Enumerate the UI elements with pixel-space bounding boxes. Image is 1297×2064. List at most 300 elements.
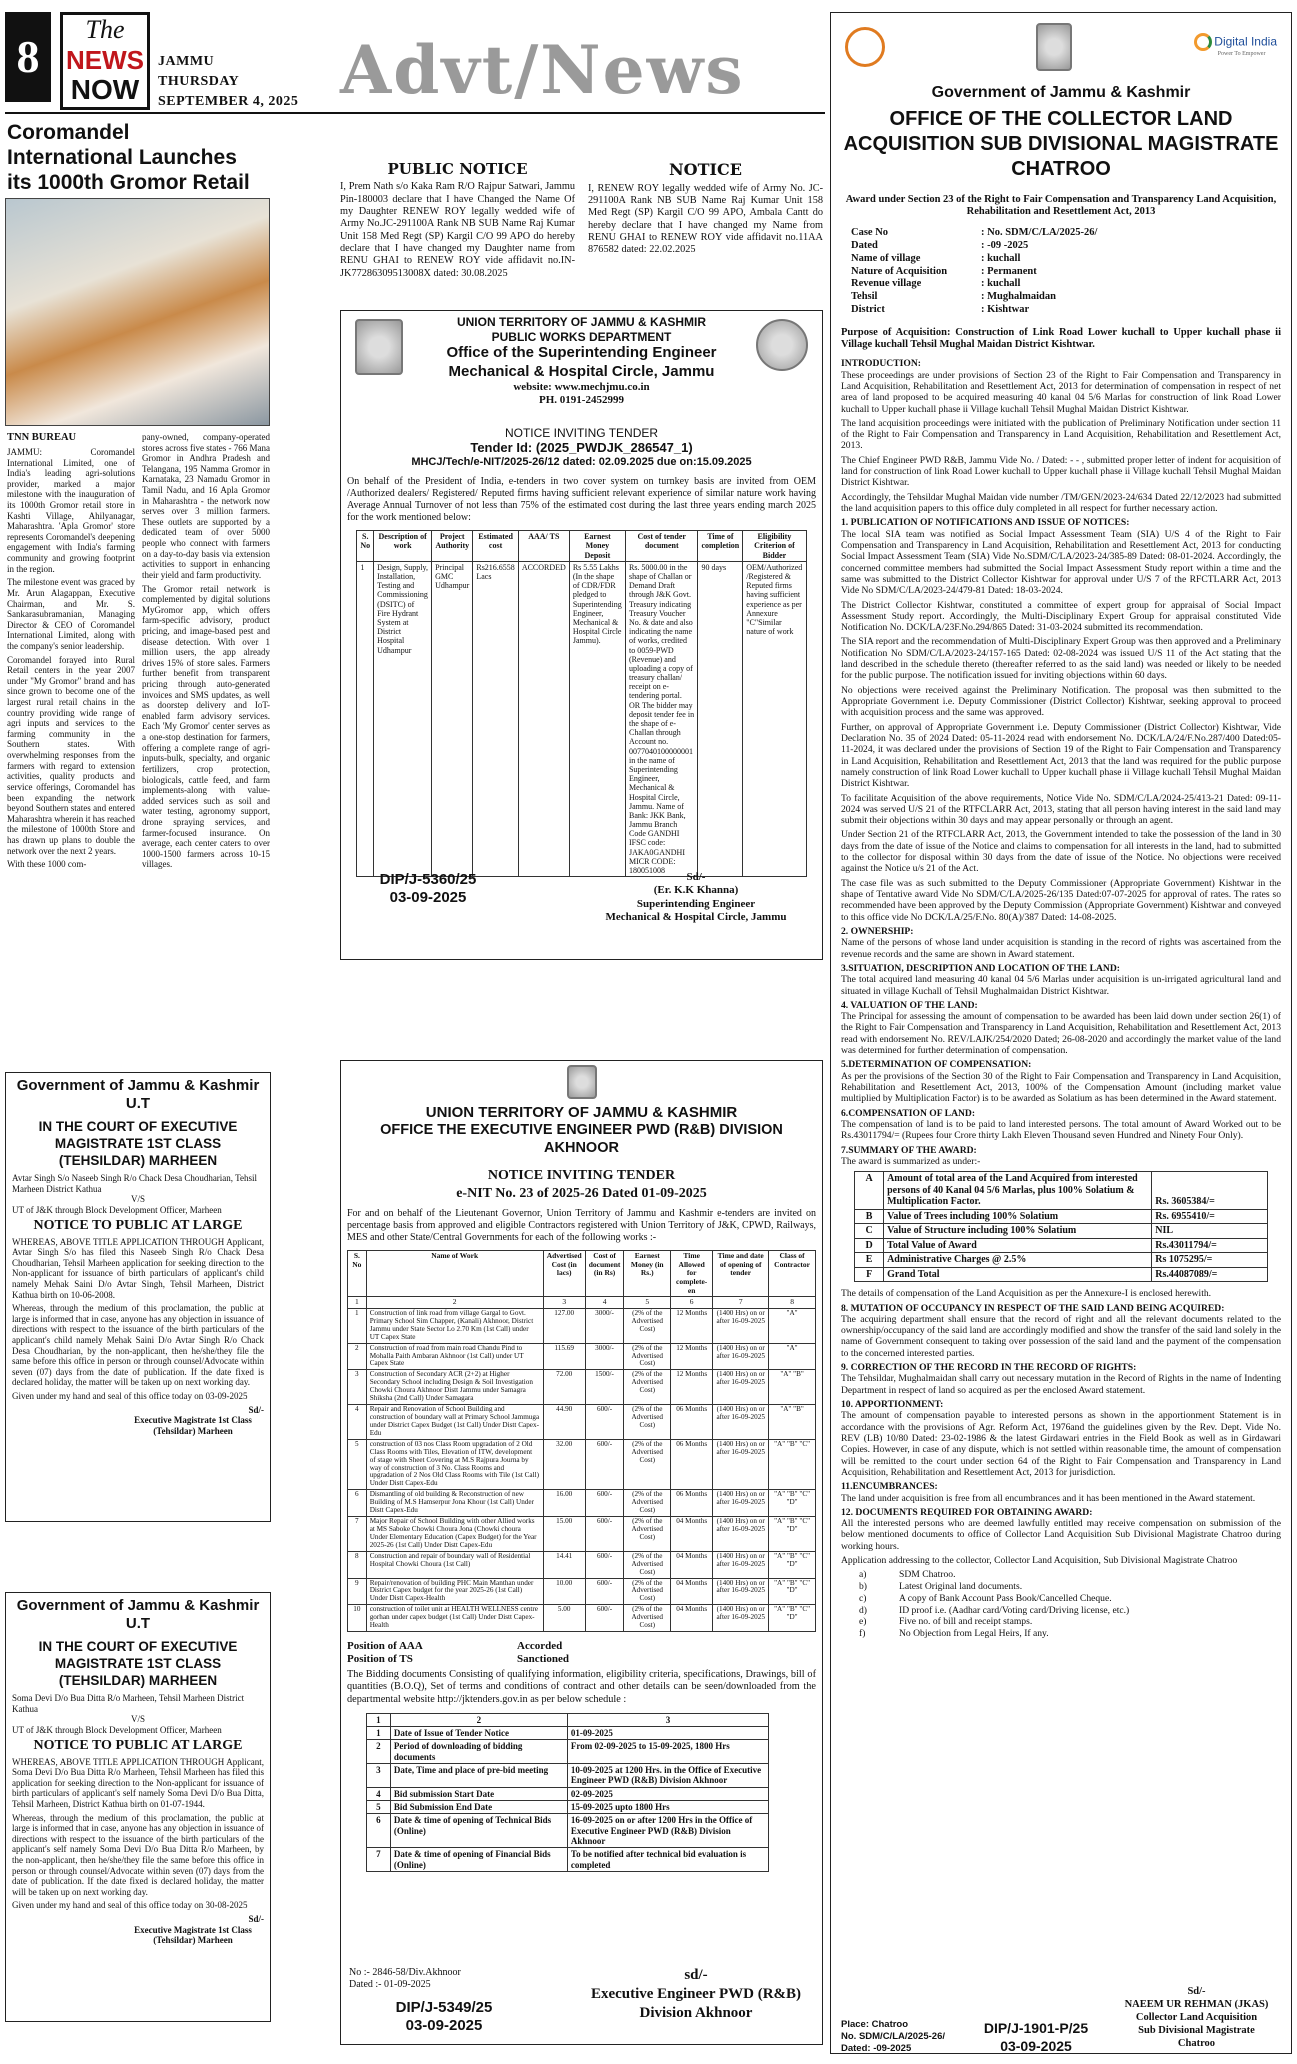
akhnoor-cell: 600/- <box>585 1405 624 1440</box>
detail-value: : Permanent <box>981 265 1037 277</box>
schedule-cell: 1 <box>366 1726 390 1739</box>
akhnoor-cell: construction of 03 nos Class Room upgradation of 2 Old Class Rooms with Tiles, Elevation of ITW, development of stage with Sheet Covering at M.S Rajpura Journa by way of construction of 3 No. Class Rooms and upgradation of 2 Nos Old Class Rooms with Tile (1st Call) Under Distt Capex-Edu <box>366 1439 543 1490</box>
pwd-cell: ACCORDED <box>518 561 569 876</box>
summary-cell: C <box>855 1224 884 1239</box>
akhnoor-cell: 7 <box>348 1517 367 1552</box>
pwd-header-cell: Project Authority <box>432 531 473 562</box>
marheen2-body2: Whereas, through the medium of this proclamation, the public at large is informed that in case, anyone has any objection in issuance of directions with respect to the issuance of the birth particulars of the applicant's self namely Soma Devi D/o Bua Ditta R/o Marheen, by the non-applicant, then he/she/they file the same before this office in person or through counsel/Advocate within seven (07) days from the date of publication. If the date fixed is declared holiday, the matter will be taken up on next working day. <box>12 1812 264 1897</box>
s2-p: Name of the persons of whose land under acquisition is standing in the record of rights was ascertained from the revenue records and the same are shown in Award statement. <box>841 937 1281 960</box>
schedule-cell: Bid Submission End Date <box>390 1800 567 1813</box>
akhnoor-cell: 14.41 <box>543 1551 585 1578</box>
akhnoor-sd: sd/- <box>684 1967 708 1983</box>
table-row <box>366 1763 768 1787</box>
public-notice-body: I, Prem Nath s/o Kaka Ram R/O Rajpur Satwari, Jammu Pin-180003 declare that I have Changed the Name Of my Daughter RENEW ROY legally wedded wife of Army No.JC-291100A Rank NB SUB Name Raj Kumar Unit 158 Med Regt (SP) Kargil C/O 99 APO do hereby declare that I have changed my Daughter name from RENU GHAI to RENEW ROY vide affidavit no.IN-JK77286309513008X dated: 30.08.2025 <box>340 181 575 279</box>
table-row <box>366 1814 768 1848</box>
table-row <box>348 1551 816 1578</box>
pwd-intro: On behalf of the President of India, e-tenders in two cover system on turnkey basis are invited from OEM /Authorized dealers/ Registered/ Reputed firms having sufficient relevant experience of similar nature work having Average Annual Turnover of not less than 75% of the estimated cost during the last three years ending march 2025 for the work mentioned below: <box>347 475 816 524</box>
akhnoor-cell: Construction and repair of boundary wall of Residential Hospital Chowki Choura (1st Call) <box>366 1551 543 1578</box>
summary-cell: B <box>855 1209 884 1224</box>
summary-cell: Rs.44087089/= <box>1152 1267 1268 1282</box>
list-item-text: No Objection from Legal Heirs, If any. <box>899 1627 1049 1639</box>
s1-p1: The local SIA team was notified as Social Impact Assessment Team (SIA) U/S 4 of the Right to Fair Compensation and Transparency in Land Acquisition, Rehabilitation and Resettlement Act, 2013 for conducting Social Impact Assessment Team (SIA) Vide No.SDM/C/LA/2023-24/385-89 Dated: 08-01-2024. Accordingly, the concerned committee members had submitted the Social Impact Assessment Study report within a time and the same was submitted to the District Collector Kishtwar for approval under U/S 7 of the RFCTLARR Act, 2013 Vide No SDM/C/LA/2023-24/479-81 Dated: 18-03-2024. <box>841 528 1281 597</box>
akhnoor-cell: (2% of the Advertised Cost) <box>624 1308 671 1343</box>
table-row <box>348 1405 816 1440</box>
akhnoor-cell: 04 Months <box>671 1551 713 1578</box>
pwd-cell: 1 <box>357 561 374 876</box>
digital-india-text: Digital India <box>1214 34 1277 49</box>
akhnoor-cell: 12 Months <box>671 1370 713 1405</box>
table-row <box>366 1800 768 1813</box>
logo-the: The <box>85 15 125 44</box>
s12-heading: 12. DOCUMENTS REQUIRED FOR OBTAINING AWARD: <box>841 1506 1093 1518</box>
akhnoor-cell: "A" "B" "C" "D" <box>769 1551 816 1578</box>
pwd-cell: Rs 5.55 Lakhs (In the shape of CDR/FDR pledged to Superintending Engineer, Mechanical & Hospital Circle Jammu). <box>569 561 625 876</box>
masthead-rule <box>5 112 825 114</box>
table-row <box>348 1490 816 1517</box>
pwd-header-cell: Description of work <box>374 531 432 562</box>
akhnoor-cell: (1400 Hrs) on or after 16-09-2025 <box>713 1578 769 1605</box>
list-item <box>859 1605 1281 1617</box>
s1-heading: 1. PUBLICATION OF NOTIFICATIONS AND ISSUE OF NOTICES: <box>841 517 1130 529</box>
s7-heading: 7.SUMMARY OF THE AWARD: <box>841 1144 977 1156</box>
marheen1-gov: Government of Jammu & Kashmir U.T <box>16 1077 260 1112</box>
public-notice <box>340 160 575 310</box>
pwd-header-cell: Cost of tender document <box>625 531 697 562</box>
akhnoor-cell: 04 Months <box>671 1605 713 1632</box>
akhnoor-cell: 72.00 <box>543 1370 585 1405</box>
table-row <box>855 1238 1268 1253</box>
detail-label: Name of village <box>851 252 921 264</box>
notice-title: NOTICE <box>669 160 742 179</box>
detail-label: Revenue village <box>851 278 922 290</box>
marheen2-court: IN THE COURT OF EXECUTIVE MAGISTRATE 1ST CLASS (TEHSILDAR) MARHEEN <box>38 1639 238 1688</box>
list-item-marker: b) <box>859 1581 867 1593</box>
akhnoor-cell: (2% of the Advertised Cost) <box>624 1490 671 1517</box>
coromandel-col1 <box>7 447 135 873</box>
schedule-cell: 6 <box>366 1814 390 1848</box>
akhnoor-dip: DIP/J-5349/25 <box>395 1999 493 2016</box>
summary-cell: Value of Structure including 100% Solatium <box>884 1224 1152 1239</box>
akhnoor-cell: Dismantling of old building & Reconstruction of new Building of M.S Hamserpur Jona Khour (1st Call) Under Distt Capex-Edu <box>366 1490 543 1517</box>
pwd-l3: Office of the Superintending Engineer <box>446 344 717 362</box>
akhnoor-header-cell: Name of Work <box>366 1251 543 1297</box>
akhnoor-number-row <box>348 1297 816 1309</box>
aaa-value: Accorded <box>517 1640 563 1653</box>
akhnoor-dip-date: 03-09-2025 <box>405 2017 483 2035</box>
notice-body: I, RENEW ROY legally wedded wife of Army No. JC-291100A Rank NB SUB Name Raj Kumar Unit 158 Med Regt (SP) Kargil C/O 99 APO, Ambala Cantt do hereby declare that I have changed my Name from RENU GHAI to RENEW ROY vide affidavit no.11AA 876582 dated: 22.02.2025 <box>588 182 823 256</box>
pwd-signer3: Mechanical & Hospital Circle, Jammu <box>605 911 787 924</box>
pwd-header-cell: Time of completion <box>698 531 743 562</box>
s1-p2: The District Collector Kishtwar, constituted a committee of expert group for appraisal of Social Impact Assessment Study report. Accordingly, the Multi-Disciplinary Expert Group for appraisal constituted Vide Notification No. DCK/LA/23F.No.294/865 Dated: 31-03-2024 submitted its recommendation. <box>841 599 1281 634</box>
coromandel-p5: pany-owned, company-operated stores across five states - 766 Mana Gromor in Andhra Pradesh and Telangana, 195 Namma Gromor in Karnataka, 23 Namadu Gromor in Tamil Nadu, and 16 Apla Gromor in Maharashtra - the network now serves over 3 million farmers. These outlets are supported by a dedicated team of over 5000 people who connect with farmers on a day-to-day basis via extension activities to support in enhancing their yield and farm productivity. <box>142 432 270 580</box>
pwd-seal-icon <box>756 319 808 371</box>
akhnoor-header-cell: Cost of document (in Rs) <box>585 1251 624 1297</box>
table-row <box>357 561 806 876</box>
akhnoor-cell: (2% of the Advertised Cost) <box>624 1343 671 1370</box>
s12-p2: Application addressing to the collector, Collector Land Acquisition, Sub Divisional Magistrate Chatroo <box>841 1555 1238 1567</box>
akhnoor-cell: (2% of the Advertised Cost) <box>624 1517 671 1552</box>
pwd-ref: MHCJ/Tech/e-NIT/2025-26/12 dated: 02.09.2025 due on:15.09.2025 <box>411 456 752 469</box>
list-item <box>859 1616 1281 1628</box>
akhnoor-header-cell: S. No <box>348 1251 367 1297</box>
newspaper-logo <box>60 12 150 110</box>
list-item-text: ID proof i.e. (Aadhar card/Voting card/Driving license, etc.) <box>899 1604 1130 1616</box>
pwd-tender-id: Tender Id: (2025_PWDJK_286547_1) <box>470 440 693 456</box>
intro-p4: Accordingly, the Tehsildar Mughal Maidan vide number /TM/GEN/2023-24/634 Dated 22/12/2023 had submitted the land acquisition papers to this office duly completed in all respect for further necessary action. <box>841 491 1281 515</box>
pwd-header-cell: AAA/ TS <box>518 531 569 562</box>
akhnoor-cell: 3000/- <box>585 1343 624 1370</box>
summary-cell: Rs. 3605384/= <box>1152 1172 1268 1210</box>
pwd-cell: Rs. 5000.00 in the shape of Challan or Demand Draft through J&K Govt. Treasury indicating Treasury Voucher No. & date and also indicating the name of works, credited to 0059-PWD (Revenue) and uploading a copy of treasury challan/ receipt on e-tendering portal. OR The bidder may deposit tender fee in the shape of e-Challan through Account no. 0077040100000001 in the name of Superintending Engineer, Mechanical & Hospital Circle, Jammu. Name of Bank: JKK Bank, Jammu Branch Code GANDHI IFSC code: JAKA0GANDHI MICR CODE: 180051008 <box>625 561 697 876</box>
schedule-cell: 7 <box>366 1848 390 1872</box>
akhnoor-number-cell: 6 <box>671 1297 713 1309</box>
marheen2-vs: V/S <box>130 1714 145 1725</box>
logo-news: NEWS <box>66 45 144 75</box>
s2-heading: 2. OWNERSHIP: <box>841 925 914 937</box>
s5-p: As per the provisions of the Section 30 of the Right to Fair Compensation and Transparency in Land Acquisition, Rehabilitation and Resettlement Act, 2013, 100% of the Compensation Amount (including market value multiplied by Multiplication Factor) is to be awarded as Solatium as has been determined in the Award statement. <box>841 1070 1281 1105</box>
detail-row <box>851 291 1281 304</box>
pwd-dip: DIP/J-5360/25 <box>379 871 477 888</box>
list-item-marker: f) <box>859 1627 866 1639</box>
akhnoor-header-cell: Time and date of opening of tender <box>713 1251 769 1297</box>
akhnoor-enit: e-NIT No. 23 of 2025-26 Dated 01-09-2025 <box>456 1185 707 1201</box>
s11-heading: 11.ENCUMBRANCES: <box>841 1481 938 1493</box>
coromandel-p3: Coromandel forayed into Rural Retail centers in the year 2007 under "My Gromor" brand and has since grown to become one of the largest rural retail chains in the country providing wide range of agri inputs and services to the farming community in the Southern states. With overwhelming responses from the farmers with regard to extension activities, quality products and service offerings, Coromandel has been expanding the network beyond Southern states and entered Maharashtra wherein it has reached the milestone of 1000th Store and has drawn up plans to double the network over the next 2 years. <box>7 654 135 856</box>
pwd-cell: Principal GMC Udhampur <box>432 561 473 876</box>
akhnoor-cell: 3000/- <box>585 1308 624 1343</box>
marheen2-sd: Sd/- <box>248 1914 264 1925</box>
marheen1-body: WHEREAS, ABOVE TITLE APPLICATION THROUGH Applicant, Avtar Singh S/o has filed this Naseeb Singh R/o Chack Desa Choudharian, Tehsil Marheen application for seeking direction to the Non-applicant for issuance of birth particulars of applicant's child namely Mehak Saini D/o Avtar Singh, Tehsil Marheen, District Kathua birth on 10-06-2008. <box>12 1236 264 1300</box>
pwd-header-cell: S. No <box>357 531 374 562</box>
pwd-website: website: www.mechjmu.co.in <box>513 380 650 393</box>
summary-cell: Amount of total area of the Land Acquired from interested persons of 40 Kanal 04 5/6 Marlas, plus 100% Solatium & Multiplication Factor. <box>884 1172 1152 1210</box>
akhnoor-cell: (1400 Hrs) on or after 16-09-2025 <box>713 1308 769 1343</box>
pwd-header-cell: Eligibility Criterion of Bidder <box>743 531 806 562</box>
table-row <box>855 1253 1268 1268</box>
pwd-signer1: (Er. K.K Khanna) <box>653 884 739 897</box>
list-item <box>859 1581 1281 1593</box>
pwd-header-cell: Estimated cost <box>473 531 518 562</box>
marheen-notice-1 <box>5 1072 271 1522</box>
marheen-notice-2 <box>5 1592 271 2022</box>
emblem-icon <box>567 1065 597 1099</box>
akhnoor-cell: "A" "B" <box>769 1405 816 1440</box>
schedule-cell: 4 <box>366 1787 390 1800</box>
akhnoor-cell: (2% of the Advertised Cost) <box>624 1605 671 1632</box>
akhnoor-cell: (1400 Hrs) on or after 16-09-2025 <box>713 1439 769 1490</box>
land-signer1: NAEEM UR REHMAN (JKAS) <box>1124 1999 1269 2010</box>
detail-row <box>851 240 1281 253</box>
akhnoor-l2: OFFICE THE EXECUTIVE ENGINEER PWD (R&B) DIVISION AKHNOOR <box>380 1122 783 1156</box>
schedule-cell: Period of downloading of bidding documents <box>390 1740 567 1764</box>
akhnoor-cell: 32.00 <box>543 1439 585 1490</box>
list-item-text: SDM Chatroo. <box>899 1569 956 1581</box>
s1-p6: To facilitate Acquisition of the above requirements, Notice Vide No. SDM/C/LA/2024-25/413-21 Dated: 09-11-2024 was served U/S 21 of the RTFCLARR Act, 2013, stating that all person having interest in the said land may submit their objections within 30 days and may appear personally or through an agent. <box>841 792 1281 827</box>
list-item <box>859 1569 1281 1581</box>
schedule-cell: Date, Time and place of pre-bid meeting <box>390 1763 567 1787</box>
s5-heading: 5.DETERMINATION OF COMPENSATION: <box>841 1059 1032 1071</box>
land-no: No. SDM/C/LA/2025-26/ <box>841 2031 945 2042</box>
s8-p: The acquiring department shall ensure that the record of right and all the relevant documents related to the ownership/occupancy of the said land are accordingly modified and show the transfer of the said land solely in the name of Government consequent to taking over possession of the said land and the payment of the compensation to the concerned interested parties. <box>841 1313 1281 1359</box>
detail-value: : Kishtwar <box>981 303 1030 315</box>
detail-label: Tehsil <box>851 291 878 303</box>
summary-cell: Grand Total <box>884 1267 1152 1282</box>
marheen1-parties: Avtar Singh S/o Naseeb Singh R/o Chack Desa Choudharian, Tehsil Marheen District Kathua <box>12 1173 258 1194</box>
marheen1-signer: Executive Magistrate 1st Class (Tehsildar) Marheen <box>134 1415 252 1436</box>
summary-cell: Value of Trees including 100% Solatium <box>884 1209 1152 1224</box>
table-row <box>348 1605 816 1632</box>
detail-row <box>851 278 1281 291</box>
akhnoor-l1: UNION TERRITORY OF JAMMU & KASHMIR <box>425 1103 738 1121</box>
pwd-cell: 90 days <box>698 561 743 876</box>
akhnoor-number-cell: 4 <box>585 1297 624 1309</box>
coromandel-p6: The Gromor retail network is complemented by digital solutions MyGromor app, which offers farm-specific advisory, product pricing, and image-based pest and disease detection. With over 1 million users, the app already drives 15% of store sales. Farmers further benefit from transparent pricing through auto-generated invoices and SMS updates, as well as doorstep delivery and IoT-enabled farm advisory services. Each 'My Gromor' center serves as a one-stop destination for farmers, offering a complete range of agri-inputs-bulk, specialty, and organic fertilizers, crop protection, biologicals, cattle feed, and farm implements-along with value-added services such as soil and water testing, agronomy support, drone spraying services, and farmer-focused insurance. On average, each center caters to over 1000-1500 farmers across 10-15 villages. <box>142 583 270 870</box>
summary-cell: Rs.43011794/= <box>1152 1238 1268 1253</box>
akhnoor-cell: "A" "B" "C" "D" <box>769 1517 816 1552</box>
s10-p: The amount of compensation payable to interested persons as shown in the apportionment Statement is in accordance with the provisions of Agr. Reform Act, 1976and the guidelines given by the Rev. Dept. Vide No. REV (LB) 10/80 Dated: 23-02-1986 & the latest Girdawari entries in the Field Book as well as in Girdawari Copies. However, in case of any dispute, which is not settled within reasonable time, the amount of compensation will be remitted to the court under section 64 of the Right to Fair Compensation and Transparency in Land Acquisition, Rehabilitation and Resettlement Act, 2013 for jurisdiction. <box>841 1410 1281 1478</box>
summary-cell: D <box>855 1238 884 1253</box>
akhnoor-cell: Construction of link road from village Gargal to Govt. Primary School Sim Chapper, (Kanali) Akhnoor, District Jammu under State Sector Lo 2.70 Km (1st Call) under UT Capex State <box>366 1308 543 1343</box>
schedule-cell: Date & time of opening of Financial Bids (Online) <box>390 1848 567 1872</box>
detail-value: : kuchall <box>981 278 1021 290</box>
schedule-header-cell: 3 <box>567 1713 768 1726</box>
akhnoor-cell: (1400 Hrs) on or after 16-09-2025 <box>713 1370 769 1405</box>
land-award: Award under Section 23 of the Right to Fair Compensation and Transparency Land Acquisition, Rehabilitation and Resettlement Act, 2013 <box>845 193 1277 218</box>
akhnoor-header-cell: Time Allowed for complete-en <box>671 1251 713 1297</box>
akhnoor-cell: 1 <box>348 1308 367 1343</box>
detail-label: Case No <box>851 227 889 239</box>
akhnoor-header-cell: Earnest Money (in Rs.) <box>624 1251 671 1297</box>
akhnoor-cell: (1400 Hrs) on or after 16-09-2025 <box>713 1517 769 1552</box>
akhnoor-cell: 9 <box>348 1578 367 1605</box>
akhnoor-cell: (2% of the Advertised Cost) <box>624 1370 671 1405</box>
coromandel-p2: The milestone event was graced by Mr. Arun Alagappan, Executive Chairman, and Mr. S. Sankarasubramanian, Managing Director & CEO of Coromandel International Limited, along with the company's senior leadership. <box>7 577 135 651</box>
pwd-dip-date: 03-09-2025 <box>389 889 467 907</box>
list-item-marker: a) <box>859 1569 867 1581</box>
land-place: Place: Chatroo <box>841 2019 909 2030</box>
akhnoor-signer: Executive Engineer PWD (R&B) Division Akhnoor <box>590 1986 802 2021</box>
akhnoor-number-cell: 3 <box>543 1297 585 1309</box>
akhnoor-cell: 600/- <box>585 1439 624 1490</box>
detail-label: Dated <box>851 239 878 251</box>
akhnoor-dated: Dated :- 01-09-2025 <box>349 1979 431 1991</box>
store-photo <box>5 198 270 426</box>
summary-cell: F <box>855 1267 884 1282</box>
pwd-cell: Rs216.6558 Lacs <box>473 561 518 876</box>
pwd-l4: Mechanical & Hospital Circle, Jammu <box>448 362 715 380</box>
akhnoor-cell: 8 <box>348 1551 367 1578</box>
list-item-marker: e) <box>859 1616 867 1628</box>
land-purpose: Purpose of Acquisition: Construction of Link Road Lower kuchall to Upper kuchall phase ii Village kuchall Tehsil Mughal Maidan District Kishtwar. <box>841 326 1281 351</box>
land-office: OFFICE OF THE COLLECTOR LAND ACQUISITION SUB DIVISIONAL MAGISTRATE CHATROO <box>843 107 1279 180</box>
pwd-l1: UNION TERRITORY OF JAMMU & KASHMIR <box>456 315 707 329</box>
s6-heading: 6.COMPENSATION OF LAND: <box>841 1107 976 1119</box>
marheen2-gov: Government of Jammu & Kashmir U.T <box>16 1597 260 1632</box>
s7-p: The award is summarized as under:- <box>841 1155 981 1167</box>
table-row <box>366 1848 768 1872</box>
schedule-cell: 5 <box>366 1800 390 1813</box>
akhnoor-cell: 2 <box>348 1343 367 1370</box>
land-signer3: Sub Divisional Magistrate <box>1138 2025 1255 2036</box>
land-details <box>851 227 1281 317</box>
akhnoor-cell: 6 <box>348 1490 367 1517</box>
akhnoor-table <box>347 1250 816 1632</box>
akhnoor-cell: "A" "B" "C" "D" <box>769 1578 816 1605</box>
marheen2-respondent: UT of J&K through Block Development Officer, Marheen <box>12 1724 222 1735</box>
akhnoor-cell: "A" "B" "C" <box>769 1439 816 1490</box>
akhnoor-docs: The Bidding documents Consisting of qualifying information, eligibility criteria, specifications, Drawings, bill of quantities (B.O.Q), Set of terms and conditions of contract and other details can be seen/downloaded from the departmental website http://jktenders.gov.in as per below schedule : <box>347 1668 816 1705</box>
summary-cell: E <box>855 1253 884 1268</box>
akhnoor-cell: 04 Months <box>671 1517 713 1552</box>
ts-value: Sanctioned <box>517 1653 569 1666</box>
akhnoor-cell: 3 <box>348 1370 367 1405</box>
coromandel-headline: Coromandel International Launches its 1000th Gromor Retail <box>7 121 250 194</box>
summary-cell: Rs. 6955410/= <box>1152 1209 1268 1224</box>
logo-now: NOW <box>70 74 140 105</box>
s3-heading: 3.SITUATION, DESCRIPTION AND LOCATION OF THE LAND: <box>841 962 1120 974</box>
s9-p: The Tehsildar, Mughalmaidan shall carry out necessary mutation in the Record of Rights in the name of Indenting Department in respect of land so acquired as per the enclosed Award statement. <box>841 1373 1281 1396</box>
akhnoor-cell: (2% of the Advertised Cost) <box>624 1551 671 1578</box>
akhnoor-cell: 16.00 <box>543 1490 585 1517</box>
section-title: Advt/News <box>340 31 745 109</box>
akhnoor-cell: 06 Months <box>671 1439 713 1490</box>
akhnoor-intro: For and on behalf of the Lieutenant Governor, Union Territory of Jammu and Kashmir e-tenders are invited on percentage basis from approved and eligible Contractors registered with Union Territory of J&K, CPWD, Railways, MES and other State/Central Governments for each of the following works :- <box>347 1207 816 1243</box>
list-item-marker: d) <box>859 1604 867 1616</box>
schedule-cell: Date of Issue of Tender Notice <box>390 1726 567 1739</box>
akhnoor-cell: "A" <box>769 1343 816 1370</box>
detail-row <box>851 227 1281 240</box>
public-notice-title: PUBLIC NOTICE <box>387 160 528 178</box>
s1-p4: No objections were received against the Preliminary Notification. The proposal was then submitted to the Appropriate Government i.e. Deputy Commissioner (District Collector) Kishtwar, seeking approval to proceed with acquisition process and the same was approved. <box>841 684 1281 719</box>
akhnoor-cell: 127.00 <box>543 1308 585 1343</box>
documents-list <box>859 1569 1281 1639</box>
akhnoor-cell: (1400 Hrs) on or after 16-09-2025 <box>713 1605 769 1632</box>
schedule-cell: Bid submission Start Date <box>390 1787 567 1800</box>
table-row <box>348 1308 816 1343</box>
pwd-tender <box>340 310 823 960</box>
bhoomi-logo-icon <box>845 27 885 67</box>
table-row <box>348 1343 816 1370</box>
marheen2-title: NOTICE TO PUBLIC AT LARGE <box>33 1738 243 1754</box>
page-number: 8 <box>16 31 40 82</box>
akhnoor-cell: (1400 Hrs) on or after 16-09-2025 <box>713 1551 769 1578</box>
schedule-cell: From 02-09-2025 to 15-09-2025, 1800 Hrs <box>567 1740 768 1764</box>
akhnoor-cell: (2% of the Advertised Cost) <box>624 1439 671 1490</box>
summary-cell: Administrative Charges @ 2.5% <box>884 1253 1152 1268</box>
akhnoor-cell: (1400 Hrs) on or after 16-09-2025 <box>713 1490 769 1517</box>
detail-label: District <box>851 303 885 315</box>
digital-india-sub: Power To Empower <box>1217 51 1266 57</box>
ts-label: Position of TS <box>347 1653 413 1666</box>
annex-p: The details of compensation of the Land Acquisition as per the Annexure-I is enclosed herewith. <box>841 1288 1212 1300</box>
land-signer4: Chatroo <box>1177 2038 1216 2049</box>
akhnoor-nit: NOTICE INVITING TENDER <box>487 1168 676 1184</box>
schedule-cell: 02-09-2025 <box>567 1787 768 1800</box>
pwd-signer2: Superintending Engineer <box>636 897 756 910</box>
akhnoor-number-cell: 7 <box>713 1297 769 1309</box>
table-row <box>855 1172 1268 1210</box>
akhnoor-cell: "A" "B" "C" "D" <box>769 1605 816 1632</box>
akhnoor-number-cell: 1 <box>348 1297 367 1309</box>
pwd-table <box>356 530 806 877</box>
pwd-header-cell: Earnest Money Deposit <box>569 531 625 562</box>
pwd-l2: PUBLIC WORKS DEPARTMENT <box>491 329 672 344</box>
s8-heading: 8. MUTATION OF OCCUPANCY IN RESPECT OF THE SAID LAND BEING ACQUIRED: <box>841 1302 1225 1314</box>
akhnoor-cell: construction of toilet unit at HEALTH WELLNESS centre gorhan under capex budget (1st Call) Under Distt Capex- Health <box>366 1605 543 1632</box>
marheen1-sd: Sd/- <box>248 1404 264 1415</box>
akhnoor-cell: 115.69 <box>543 1343 585 1370</box>
award-summary-table <box>854 1171 1268 1282</box>
akhnoor-no: No :- 2846-58/Div.Akhnoor <box>349 1967 461 1978</box>
land-dip-date: 03-09-2025 <box>1000 2038 1072 2054</box>
list-item-text: Latest Original land documents. <box>899 1581 1023 1593</box>
akhnoor-cell: "A" "B" <box>769 1370 816 1405</box>
akhnoor-cell: 12 Months <box>671 1343 713 1370</box>
akhnoor-cell: 15.00 <box>543 1517 585 1552</box>
list-item <box>859 1593 1281 1605</box>
s3-p: The total acquired land measuring 40 kanal 04 5/6 Marlas under acquisition is un-irrigated agricultural land and situated in village Kuchall of Tehsil Mughalmaidan District Kishtwar. <box>841 974 1281 997</box>
akhnoor-cell: "A" <box>769 1308 816 1343</box>
table-row <box>348 1578 816 1605</box>
detail-value: : No. SDM/C/LA/2025-26/ <box>981 227 1098 239</box>
pwd-nit: NOTICE INVITING TENDER <box>504 425 659 440</box>
akhnoor-cell: (1400 Hrs) on or after 16-09-2025 <box>713 1343 769 1370</box>
detail-row <box>851 304 1281 317</box>
akhnoor-cell: 600/- <box>585 1517 624 1552</box>
schedule-cell: 01-09-2025 <box>567 1726 768 1739</box>
intro-p1: These proceedings are under provisions of Section 23 of the Right to Fair Compensation and Transparency in Land Acquisition, Rehabilitation and Resettlement Act, 2013 for determination of compensation in respect of net area of land proposed to be acquired measuring 40 kanal 04 5/6 Marlas for construction of link Road Lower kuchall to Upper kuchall phase ii Village kuchall Tehsil Mughal Maidan District Kishtwar. <box>841 369 1281 415</box>
list-item-text: A copy of Bank Account Pass Book/Cancelled Cheque. <box>899 1592 1112 1604</box>
pwd-cell: OEM/Authorized /Registered & Reputed firms having sufficient experience as per Annexure "C"Similar nature of work <box>743 561 806 876</box>
akhnoor-cell: Major Repair of School Building with other Allied works at MS Saboke Chowki Choura Jona (Chowki choura Under Elementary Education (Capex Budget) for the Year 2025-26 (1st Call) Under Distt Capex-Edu <box>366 1517 543 1552</box>
coromandel-p1: JAMMU: Coromandel International Limited, one of India's leading agri-solutions provider, marked a major milestone with the inauguration of its 1000th Gromor retail store in Kashti Village, Ahilyanagar, Maharashtra. 'Apla Gromor' store represents Coromandel's deepening engagement with India's farming community and growing footprint in the region. <box>7 447 135 574</box>
dateline-city: JAMMU <box>158 54 215 69</box>
akhnoor-cell: 06 Months <box>671 1490 713 1517</box>
s1-p7: Under Section 21 of the RTFCLARR Act, 2013, the Government intended to take the possession of the land in 30 days from the date of issue of the Notice and claims to compensation for all interests in the land, had to submitted to the collector for disposal within 30 days from the date of issue of the Notice. No objections were received against the Notice u/s 21 of the Act. <box>841 829 1281 875</box>
akhnoor-cell: 600/- <box>585 1605 624 1632</box>
detail-row <box>851 253 1281 266</box>
dateline-day: THURSDAY <box>158 74 240 89</box>
schedule-header <box>366 1713 768 1726</box>
summary-cell: NIL <box>1152 1224 1268 1239</box>
s6-p: The compensation of land is to be paid to land interested persons. The total amount of Award Worked out to be Rs.43011794/= (Rupees four Crore thirty Lakh Eleven Thousand seven Hundred and Ninety Four Only). <box>841 1118 1281 1142</box>
aaa-label: Position of AAA <box>347 1640 423 1653</box>
schedule-cell: Date & time of opening of Technical Bids (Online) <box>390 1814 567 1848</box>
akhnoor-number-cell: 2 <box>366 1297 543 1309</box>
akhnoor-cell: 10.00 <box>543 1578 585 1605</box>
s1-p3: The SIA report and the recommendation of Multi-Disciplinary Expert Group was then approved and a Preliminary Notification No SDM/C/LA/2023-24/157-165 Dated: 02-08-2024 was issued U/S 11 of the Act stating that the land described in the schedule thereto (thereafter referred to as the said land) was needed or likely to be needed for the public purpose. The notification issued for inviting objections within 60 days. <box>841 636 1281 682</box>
detail-value: : Mughalmaidan <box>981 291 1056 303</box>
akhnoor-header-cell: Advertised Cost (in lacs) <box>543 1251 585 1297</box>
detail-value: : kuchall <box>981 252 1021 264</box>
akhnoor-cell: 600/- <box>585 1551 624 1578</box>
akhnoor-cell: 600/- <box>585 1578 624 1605</box>
akhnoor-cell: (2% of the Advertised Cost) <box>624 1578 671 1605</box>
table-row <box>855 1224 1268 1239</box>
akhnoor-cell: (1400 Hrs) on or after 16-09-2025 <box>713 1405 769 1440</box>
land-signer2: Collector Land Acquisition <box>1135 2012 1258 2023</box>
state-emblem-icon <box>355 319 403 375</box>
land-acquisition-award <box>830 12 1292 2054</box>
table-row <box>348 1439 816 1490</box>
land-dip: DIP/J-1901-P/25 <box>983 2020 1089 2036</box>
s11-p: The land under acquisition is free from all encumbrances and it has been mentioned in the Award statement. <box>841 1492 1256 1504</box>
akhnoor-cell: 10 <box>348 1605 367 1632</box>
dateline-date: SEPTEMBER 4, 2025 <box>158 94 299 109</box>
digital-india-logo <box>1194 33 1277 58</box>
detail-value: : -09 -2025 <box>981 239 1029 251</box>
marheen2-parties: Soma Devi D/o Bua Ditta R/o Marheen, Tehsil Marheen District Kathua <box>12 1693 245 1714</box>
